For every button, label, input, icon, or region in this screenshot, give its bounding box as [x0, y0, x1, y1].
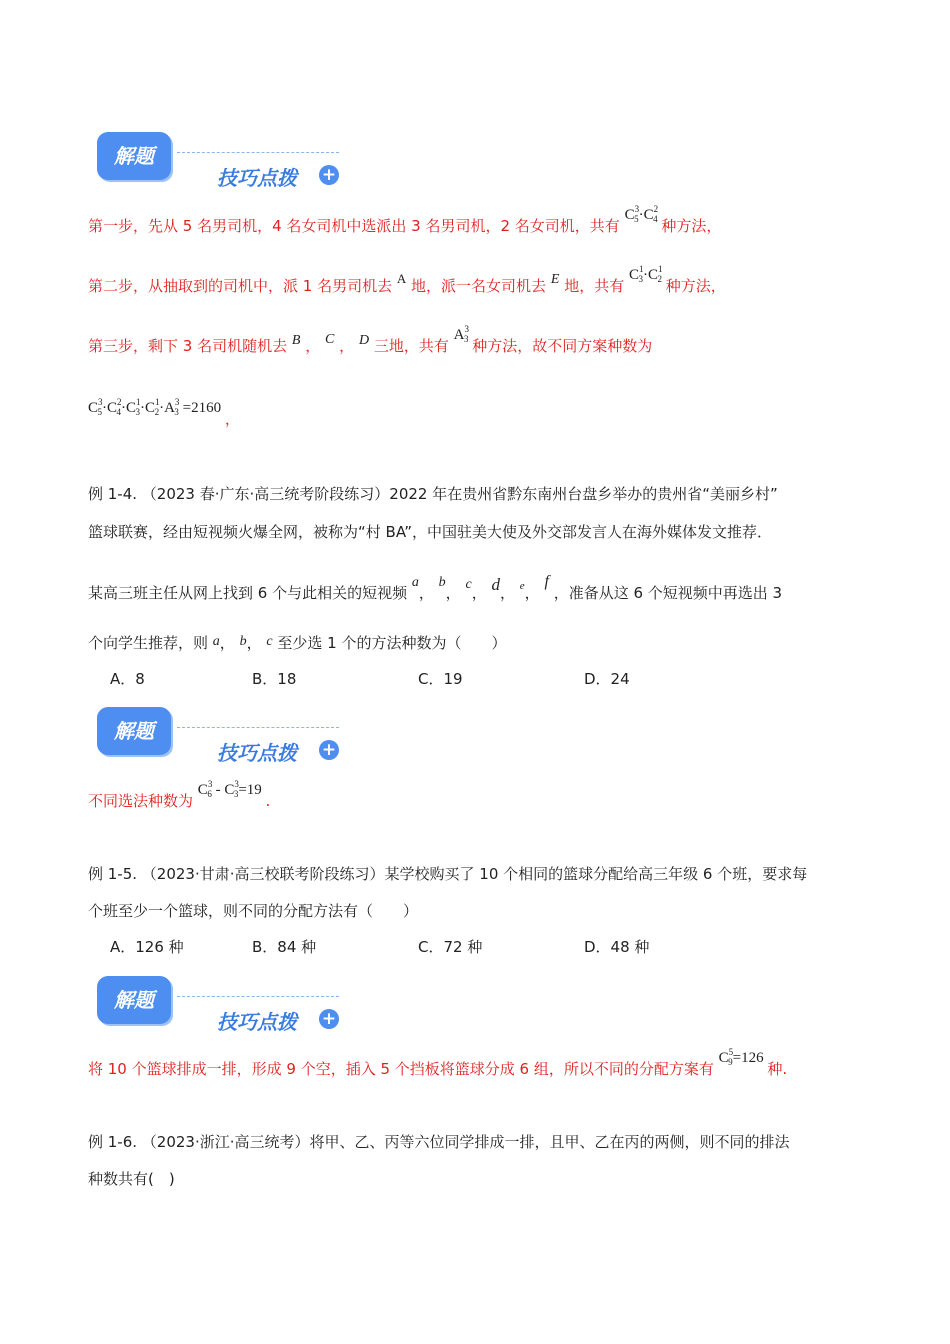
step2-text-c: 地，共有	[564, 277, 625, 295]
solution-step-3	[88, 324, 653, 356]
option-c[interactable]: C．72 种	[418, 938, 483, 956]
solution-step-1	[88, 204, 722, 236]
var-d: d	[491, 575, 500, 594]
solution-4-text: 不同选法种数为	[88, 792, 194, 810]
var-E: E	[550, 272, 560, 287]
plus-icon: +	[319, 1009, 339, 1029]
formula-c31-c21: $C^1_3\cdot C^1_2$	[628, 264, 663, 284]
plus-icon: +	[319, 740, 339, 760]
example-5-line-1: 例 1-5. （2023·甘肃·高三校联考阶段练习）某学校购买了 10 个相同的篮球分配给高三年级 6 个班，要求每	[88, 865, 808, 883]
option-a[interactable]: A．126 种	[110, 938, 184, 956]
option-c[interactable]: C．19	[418, 670, 463, 688]
plus-icon: +	[319, 165, 339, 185]
var-f: f	[544, 573, 549, 590]
solution-badge: 解题	[97, 132, 171, 180]
banner-divider	[177, 996, 339, 997]
result-value: =2160	[182, 400, 222, 416]
example-6-line-2: 种数共有( )	[88, 1170, 175, 1188]
example-4-line-2: 篮球联赛，经由短视频火爆全网，被称为“村 BA”，中国驻美大使及外交部发言人在海外媒体发文推荐．	[88, 523, 773, 541]
formula-a33: $A^3_3$	[453, 324, 469, 344]
option-a[interactable]: A．8	[110, 670, 145, 688]
solution-badge: 解题	[97, 976, 171, 1024]
example-4-line-3-end: ，准备从这 6 个短视频中再选出 3	[553, 584, 783, 602]
step2-text-a: 第二步，从抽取到的司机中，派 1 名男司机去	[88, 277, 393, 295]
var-b-2: b	[239, 634, 247, 649]
solution-5	[88, 1047, 788, 1079]
step3-text-a: 第三步，剩下 3 名司机随机去	[88, 337, 288, 355]
solution-1-result: $C^3_5\cdot C^2_4\cdot C^1_3\cdot C^1_2\cdot A^3_3 =2160$ ，	[88, 397, 240, 428]
var-b: b	[438, 575, 446, 590]
step2-end: 种方法，	[665, 277, 726, 295]
solution-5-end: 种.	[767, 1060, 788, 1078]
step3-comma-2: ，	[339, 337, 355, 355]
example-4-line-4-text: 个向学生推荐，则	[88, 634, 209, 652]
step2-text-b: 地，派一名女司机去	[411, 277, 547, 295]
option-b[interactable]: B．84 种	[252, 938, 317, 956]
solution-step-2	[88, 264, 726, 296]
step3-end: 种方法，故不同方案种数为	[472, 337, 653, 355]
var-A: A	[396, 271, 407, 286]
example-4-line-4: 个向学生推荐，则 a， b， c 至少选 1 个的方法种数为（ ）	[88, 634, 507, 652]
var-D: D	[358, 333, 370, 348]
var-C: C	[325, 332, 335, 347]
formula-c53-c42: $C^3_5\cdot C^2_4$	[624, 204, 659, 224]
solution-5-text: 将 10 个篮球排成一排，形成 9 个空，插入 5 个挡板将篮球分成 6 组，所以不同的分配方案有	[88, 1060, 714, 1078]
banner-divider	[177, 152, 339, 153]
option-b[interactable]: B．18	[252, 670, 297, 688]
example-6-line-1: 例 1-6. （2023·浙江·高三统考）将甲、乙、丙等六位同学排成一排，且甲、乙在丙的两侧，则不同的排法	[88, 1133, 790, 1151]
formula-c63-c33: $C^3_6 - C^3_3=19$	[197, 779, 262, 799]
solution-4-end: .	[265, 792, 271, 810]
solution-badge: 解题	[97, 707, 171, 755]
banner-subtitle: 技巧点拨	[217, 166, 297, 190]
example-4-line-3-text: 某高三班主任从网上找到 6 个与此相关的短视频	[88, 584, 408, 602]
example-4-line-3: 某高三班主任从网上找到 6 个与此相关的短视频 a， b， c， d， $^e$， f ，准备从这 6 个短视频中再选出 3	[88, 573, 783, 602]
var-e: e	[519, 580, 525, 592]
banner-subtitle: 技巧点拨	[217, 741, 297, 765]
var-a: a	[411, 575, 419, 590]
step1-end: 种方法，	[661, 217, 722, 235]
solution-banner	[97, 132, 347, 194]
step3-text-b: 三地，共有	[373, 337, 449, 355]
banner-subtitle: 技巧点拨	[217, 1010, 297, 1034]
option-d[interactable]: D．24	[584, 670, 630, 688]
example-4-line-4-end: 至少选 1 个的方法种数为（ ）	[277, 634, 507, 652]
example-5-line-2: 个班至少一个篮球，则不同的分配方法有（ ）	[88, 902, 419, 920]
solution-4	[88, 779, 271, 811]
step1-text: 第一步，先从 5 名男司机，4 名女司机中选派出 3 名男司机，2 名女司机，共有	[88, 217, 620, 235]
var-a-2: a	[212, 634, 220, 649]
solution-banner-3	[97, 976, 347, 1038]
formula-c95: $C^5_9=126$	[718, 1047, 764, 1067]
step3-comma-1: ，	[305, 337, 321, 355]
banner-divider	[177, 727, 339, 728]
var-B: B	[291, 333, 301, 348]
var-c: c	[465, 577, 472, 592]
example-4-line-1: 例 1-4. （2023 春·广东·高三统考阶段练习）2022 年在贵州省黔东南州台盘乡举办的贵州省“美丽乡村”	[88, 485, 778, 503]
solution-banner-2	[97, 707, 347, 769]
result-end: ，	[224, 412, 240, 428]
var-c-2: c	[266, 634, 273, 649]
option-d[interactable]: D．48 种	[584, 938, 650, 956]
